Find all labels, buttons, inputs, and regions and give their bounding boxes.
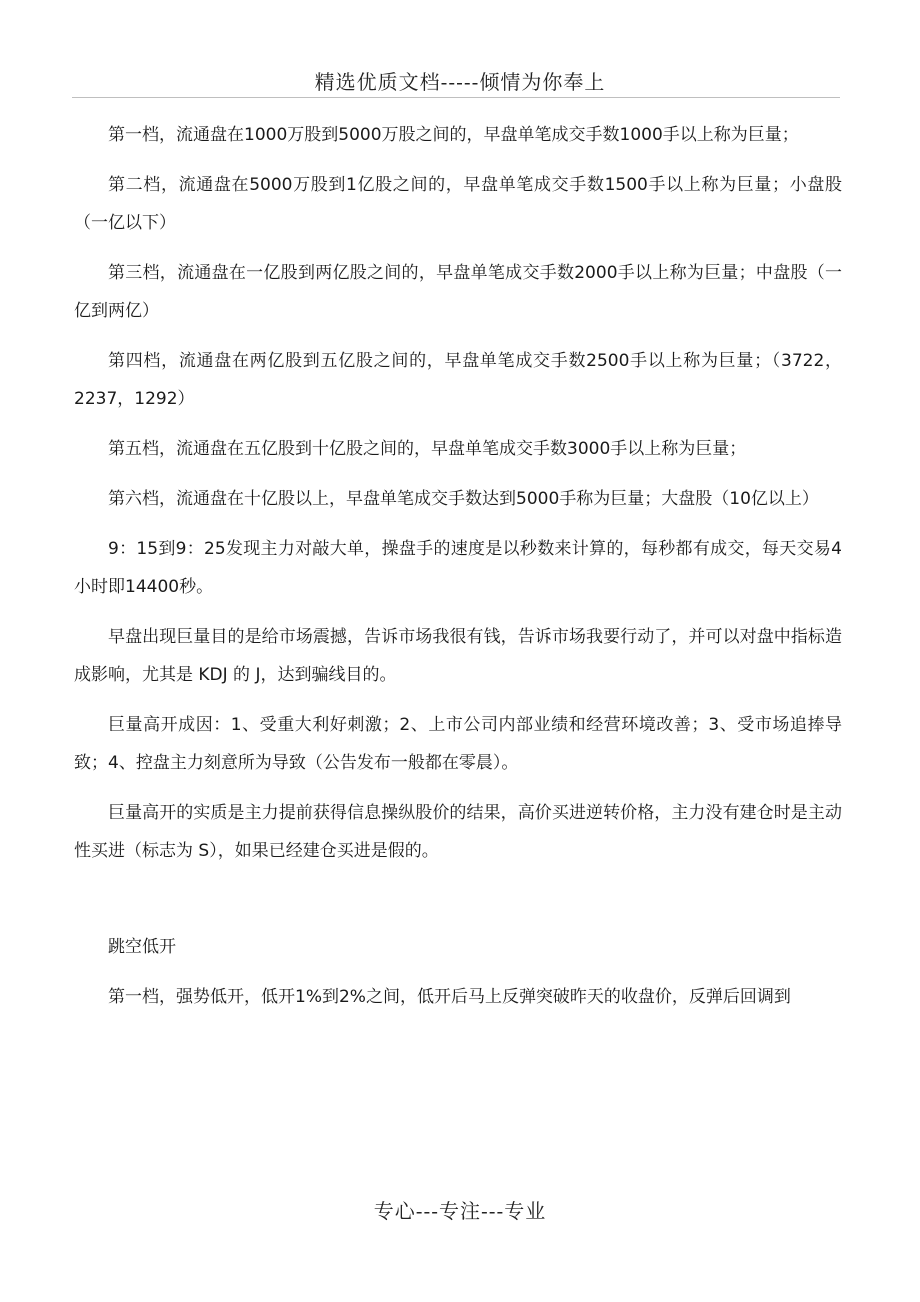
paragraph-high-open-essence: 巨量高开的实质是主力提前获得信息操纵股价的结果，高价买进逆转价格，主力没有建仓时是主动性买进（标志为 S），如果已经建仓买进是假的。 [74, 803, 842, 861]
paragraph-tier-4: 第四档，流通盘在两亿股到五亿股之间的，早盘单笔成交手数2500手以上称为巨量；（3722，2237，1292） [74, 351, 842, 409]
paragraph-tier-3: 第三档，流通盘在一亿股到两亿股之间的，早盘单笔成交手数2000手以上称为巨量；中盘股（一亿到两亿） [74, 263, 842, 321]
page-header: 精选优质文档-----倾情为你奉上 [314, 70, 606, 94]
paragraph-tier-2: 第二档，流通盘在5000万股到1亿股之间的，早盘单笔成交手数1500手以上称为巨量；小盘股（一亿以下） [74, 175, 842, 233]
paragraph-high-open-causes: 巨量高开成因：1、受重大利好刺激；2、上市公司内部业绩和经营环境改善；3、受市场追捧导致；4、控盘主力刻意所为导致（公告发布一般都在零晨）。 [74, 715, 842, 773]
page-footer: 专心---专注---专业 [373, 1199, 547, 1223]
document-body [74, 116, 842, 1028]
paragraph-tier-1: 第一档，流通盘在1000万股到5000万股之间的，早盘单笔成交手数1000手以上称为巨量； [108, 125, 799, 145]
paragraph-tier-5: 第五档，流通盘在五亿股到十亿股之间的，早盘单笔成交手数3000手以上称为巨量； [108, 439, 747, 459]
paragraph-tier-6: 第六档，流通盘在十亿股以上，早盘单笔成交手数达到5000手称为巨量；大盘股（10亿以上） [108, 489, 819, 509]
paragraph-volume-purpose: 早盘出现巨量目的是给市场震撼，告诉市场我很有钱，告诉市场我要行动了，并可以对盘中指标造成影响，尤其是 KDJ 的 J，达到骗线目的。 [74, 627, 842, 685]
paragraph-auction-time: 9：15到9：25发现主力对敲大单，操盘手的速度是以秒数来计算的，每秒都有成交，每天交易4小时即14400秒。 [74, 539, 842, 597]
paragraph-gap-down-tier-1: 第一档，强势低开，低开1%到2%之间，低开后马上反弹突破昨天的收盘价，反弹后回调到 [108, 987, 791, 1007]
header-divider [72, 97, 840, 98]
section-heading-gap-down: 跳空低开 [108, 937, 176, 957]
